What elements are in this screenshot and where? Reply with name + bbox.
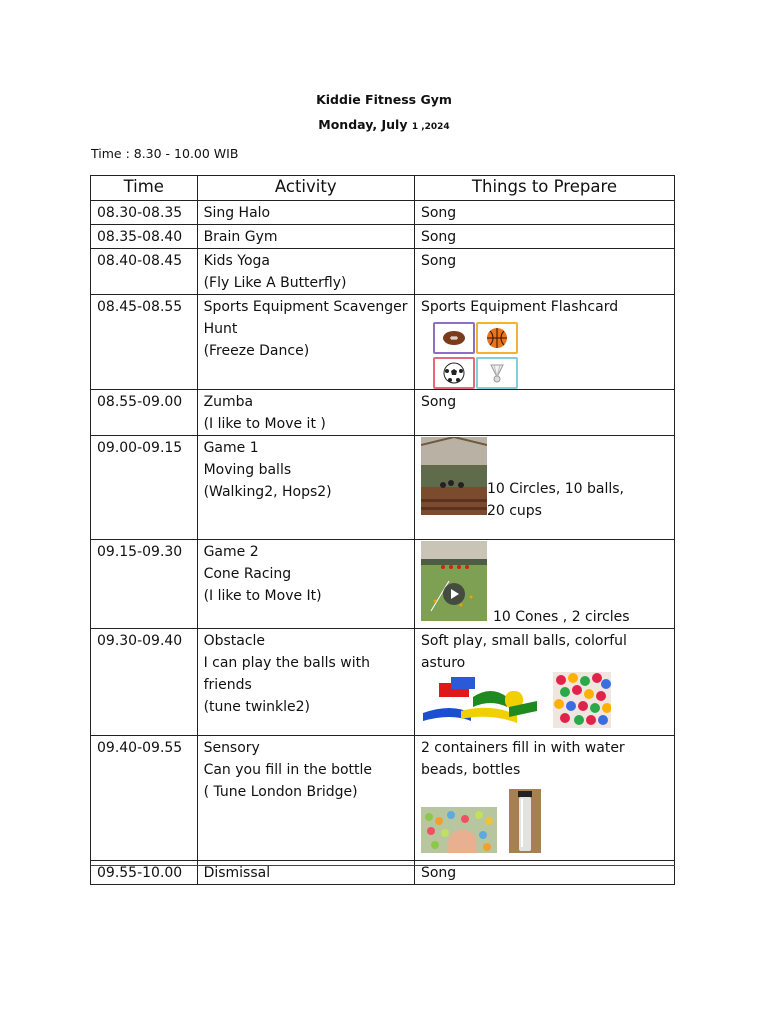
activity-cell (197, 201, 414, 225)
prepare-line: beads, bottles (420, 762, 521, 778)
activity-cell (197, 249, 414, 295)
table-row (91, 436, 675, 540)
activity-line: (Freeze Dance) (203, 343, 310, 359)
prepare-cell (414, 736, 674, 861)
prepare-cell (414, 295, 674, 390)
table-row (91, 629, 675, 736)
prepare-line: Soft play, small balls, colorful (420, 633, 627, 649)
activity-line: Moving balls (203, 462, 292, 478)
prepare-line: Song (420, 394, 457, 410)
prepare-line: asturo (420, 655, 466, 671)
time-cell: 09.40-09.55 (91, 736, 198, 861)
activity-line: (I like to Move it ) (203, 416, 326, 432)
activity-cell (197, 629, 414, 736)
prepare-cell (414, 390, 674, 436)
prepare-line: 10 Circles, 10 balls, (486, 481, 624, 497)
document-date (0, 117, 768, 132)
time-cell: 08.45-08.55 (91, 295, 198, 390)
activity-cell (197, 390, 414, 436)
table-header-row (91, 176, 675, 201)
activity-line: (Fly Like A Butterfly) (203, 275, 347, 291)
table-row (91, 225, 675, 249)
activity-line: Cone Racing (203, 566, 292, 582)
activity-line: (tune twinkle2) (203, 699, 311, 715)
prepare-cell (414, 540, 674, 629)
activity-line: Dismissal (203, 865, 271, 881)
activity-line: I can play the balls with (203, 655, 370, 671)
bottle-photo (509, 789, 541, 860)
table-row (91, 249, 675, 295)
soft-play-photo (421, 673, 543, 734)
activity-line: Zumba (203, 394, 254, 410)
prepare-cell (414, 225, 674, 249)
prepare-line: 2 containers fill in with water (420, 740, 625, 756)
header-prepare: Things to Prepare (414, 176, 674, 201)
colorful-balls-photo (553, 672, 611, 735)
activity-line: Sensory (203, 740, 260, 756)
prepare-cell (414, 201, 674, 225)
activity-cell (197, 295, 414, 390)
prepare-line: Song (420, 205, 457, 221)
table-row (91, 390, 675, 436)
time-cell: 09.30-09.40 (91, 629, 198, 736)
table-row (91, 540, 675, 629)
activity-line: friends (203, 677, 252, 693)
header-time: Time (91, 176, 198, 201)
prepare-cell (414, 629, 674, 736)
time-cell: 09.00-09.15 (91, 436, 198, 540)
time-cell: 08.35-08.40 (91, 225, 198, 249)
time-cell: 08.55-09.00 (91, 390, 198, 436)
activity-line: Hunt (203, 321, 238, 337)
document-title: Kiddie Fitness Gym (316, 92, 452, 107)
activity-line: Sing Halo (203, 205, 271, 221)
time-range: Time : 8.30 - 10.00 WIB (91, 146, 239, 161)
activity-line: Sports Equipment Scavenger (203, 299, 408, 315)
header-activity: Activity (197, 176, 414, 201)
table-row (91, 295, 675, 390)
activity-line: Can you fill in the bottle (203, 762, 373, 778)
gym-hall-photo (421, 437, 487, 522)
prepare-caption (493, 606, 630, 628)
activity-cell (197, 436, 414, 540)
basketball-icon (476, 322, 518, 354)
time-cell: 09.55-10.00 (91, 861, 198, 885)
activity-line: Game 1 (203, 440, 259, 456)
bottom-rule (91, 865, 675, 866)
prepare-cell (414, 436, 674, 540)
table-row (91, 201, 675, 225)
prepare-line: 20 cups (486, 503, 542, 519)
prepare-line: Sports Equipment Flashcard (420, 299, 619, 315)
soccer-ball-icon (433, 357, 475, 389)
activity-cell (197, 225, 414, 249)
prepare-cell (414, 249, 674, 295)
prepare-line: 10 Cones , 2 circles (492, 609, 630, 625)
date-small: 1 ,2024 (411, 122, 450, 132)
time-cell: 09.15-09.30 (91, 540, 198, 629)
table-row (91, 736, 675, 861)
schedule-table (90, 175, 675, 885)
activity-line: ( Tune London Bridge) (203, 784, 358, 800)
prepare-line: Song (420, 229, 457, 245)
activity-line: Kids Yoga (203, 253, 270, 269)
activity-line: (I like to Move It) (203, 588, 322, 604)
flashcard-grid (433, 322, 668, 389)
football-icon (433, 322, 475, 354)
shuttlecock-icon (476, 357, 518, 389)
activity-line: Obstacle (203, 633, 266, 649)
play-icon[interactable] (443, 583, 465, 605)
activity-line: Brain Gym (203, 229, 278, 245)
activity-line: Game 2 (203, 544, 259, 560)
activity-line: (Walking2, Hops2) (203, 484, 332, 500)
time-cell: 08.40-08.45 (91, 249, 198, 295)
prepare-caption (487, 478, 624, 522)
prepare-line: Song (420, 253, 457, 269)
water-beads-photo (421, 807, 497, 860)
date-main: Monday, July (318, 117, 408, 132)
activity-cell (197, 736, 414, 861)
activity-cell (197, 540, 414, 629)
cone-racing-video[interactable] (421, 541, 487, 628)
prepare-line: Song (420, 865, 457, 881)
time-cell: 08.30-08.35 (91, 201, 198, 225)
